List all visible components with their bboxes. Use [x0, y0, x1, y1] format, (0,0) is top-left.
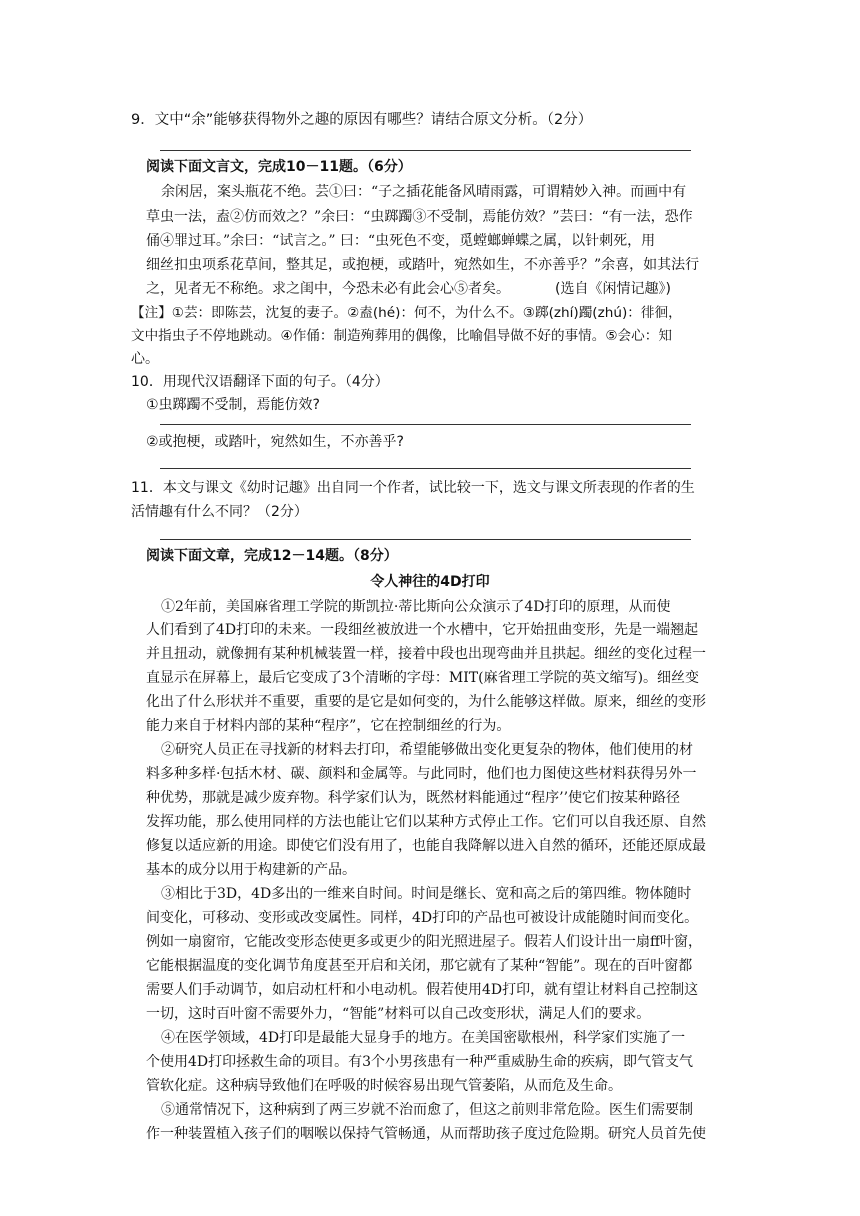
section-heading-modern: 阅读下面文章，完成12－14题。（8分） — [146, 548, 398, 564]
article-line: 人们看到了4D打印的未来。一段细丝被放进一个水槽中，它开始扭曲变形，先是一端翘起 — [146, 622, 699, 638]
passage-line: 俑④罪过耳。”余曰：“试言之。” 曰：“虫死色不变，觅螳螂蝉蝶之属，以针刺死，用 — [146, 233, 656, 249]
passage-line: 之，见者无不称绝。求之闺中，今恐未必有此会心⑤者矣。 — [146, 281, 510, 297]
article-line: 一切，这时百叶窗不需要外力，“智能”材料可以自己改变形状，满足人们的要求。 — [146, 1006, 651, 1022]
article-line: 能力来自于材料内部的某种“程序”，它在控制细丝的行为。 — [146, 718, 511, 734]
notes-line: 【注】①芸：即陈芸，沈复的妻子。②盍(hé)：何不，为什么不。③踯(zhí)躅(zhú)：徘徊， — [131, 305, 682, 321]
article-line: 例如一扇窗帘，它能改变形态使更多或更少的阳光照进屋子。假若人们设计出一扇ff叶窗， — [146, 934, 702, 950]
article-line: 直显示在屏幕上，最后它变成了3个清晰的字母：MIT(麻省理工学院的英文缩写)。细丝变 — [146, 670, 700, 686]
article-line: ③相比于3D，4D多出的一维来自时间。时间是继长、宽和高之后的第四维。物体随时 — [161, 886, 692, 902]
question-10-sentence-2: ②或抱梗，或踏叶，宛然如生，不亦善乎? — [146, 434, 404, 450]
answer-line-10-2 — [160, 468, 691, 469]
article-line: 个使用4D打印拯救生命的项目。有3个小男孩患有一种严重威胁生命的疾病，即气管支气 — [146, 1054, 694, 1070]
article-line: ④在医学领域，4D打印是最能大显身手的地方。在美国密歇根州，科学家们实施了一 — [161, 1030, 686, 1046]
article-line: ①2年前，美国麻省理工学院的斯凯拉·蒂比斯向公众演示了4D打印的原理，从而使 — [161, 599, 671, 615]
question-11: 11．本文与课文《幼时记趣》出自同一个作者，试比较一下，选文与课文所表现的作者的生 — [131, 480, 695, 496]
article-line: 需要人们手动调节，如启动杠杆和小电动机。假若使用4D打印，就有望让材料自己控制这 — [146, 982, 699, 998]
passage-line: 细丝扣虫项系花草间，整其足，或抱梗，或踏叶，宛然如生，不亦善乎？”余喜，如其法行 — [146, 257, 700, 273]
answer-line-10-1 — [160, 424, 691, 425]
article-line: 发挥功能，那么使用同样的方法也能让它们以某种方式停止工作。它们可以自我还原、自然 — [146, 814, 706, 830]
notes-line: 文中指虫子不停地跳动。④作俑：制造殉葬用的偶像，比喻倡导做不好的事情。⑤会心：知 — [131, 328, 672, 344]
article-line: 间变化，可移动、变形或改变属性。同样，4D打印的产品也可被设计成能随时间而变化。 — [146, 910, 699, 926]
article-line: 基本的成分以用于构建新的产品。 — [146, 862, 356, 878]
article-line: 并且扭动，就像拥有某种机械装置一样，接着中段也出现弯曲并且拱起。细丝的变化过程一 — [146, 646, 706, 662]
article-line: 作一种装置植入孩子们的咽喉以保持气管畅通，从而帮助孩子度过危险期。研究人员首先使 — [146, 1126, 706, 1142]
article-line: 管软化症。这种病导致他们在呼吸的时候容易出现气管萎陷，从而危及生命。 — [146, 1078, 622, 1094]
section-heading-classical: 阅读下面文言文，完成10－11题。（6分） — [146, 159, 412, 175]
article-title: 令人神往的4D打印 — [370, 574, 490, 590]
answer-line-11 — [160, 539, 691, 540]
article-line: 料多种多样·包括木材、碳、颜料和金属等。与此同时，他们也力图使这些材料获得另外一 — [146, 766, 697, 782]
article-line: 化出了什么形状并不重要，重要的是它是如何变的，为什么能够这样做。原来，细丝的变形 — [146, 694, 706, 710]
article-line: 修复以适应新的用途。即使它们没有用了，也能自我降解以进入自然的循环，还能还原成最 — [146, 838, 706, 854]
question-10: 10．用现代汉语翻译下面的句子。（4分） — [131, 374, 389, 390]
question-11: 活情趣有什么不同？（2分） — [131, 504, 308, 520]
passage-line: 余闲居，案头瓶花不绝。芸①曰：“子之插花能备风晴雨露，可谓精妙入神。而画中有 — [161, 184, 687, 200]
answer-line-9 — [160, 150, 691, 151]
passage-line: 草虫一法，盍②仿而效之？”余曰：“虫踯躅③不受制，焉能仿效？”芸曰：“有一法，恐作 — [146, 209, 693, 225]
question-9: 9．文中“余”能够获得物外之趣的原因有哪些？请结合原文分析。（2分） — [131, 112, 593, 128]
article-line: ⑤通常情况下，这种病到了两三岁就不治而愈了，但这之前则非常危险。医生们需要制 — [161, 1102, 693, 1118]
passage-source: (选自《闲情记趣》) — [555, 281, 671, 297]
notes-line: 心。 — [131, 351, 159, 367]
question-10-sentence-1: ①虫踯躅不受制，焉能仿效? — [146, 397, 320, 413]
article-line: 种优势，那就是减少废弃物。科学家们认为，既然材料能通过“程序’’使它们按某种路径 — [146, 790, 681, 806]
article-line: ②研究人员正在寻找新的材料去打印，希望能够做出变化更复杂的物体，他们使用的材 — [161, 742, 693, 758]
article-line: 它能根据温度的变化调节角度甚至开启和关闭，那它就有了某种“智能”。现在的百叶窗都 — [146, 958, 693, 974]
